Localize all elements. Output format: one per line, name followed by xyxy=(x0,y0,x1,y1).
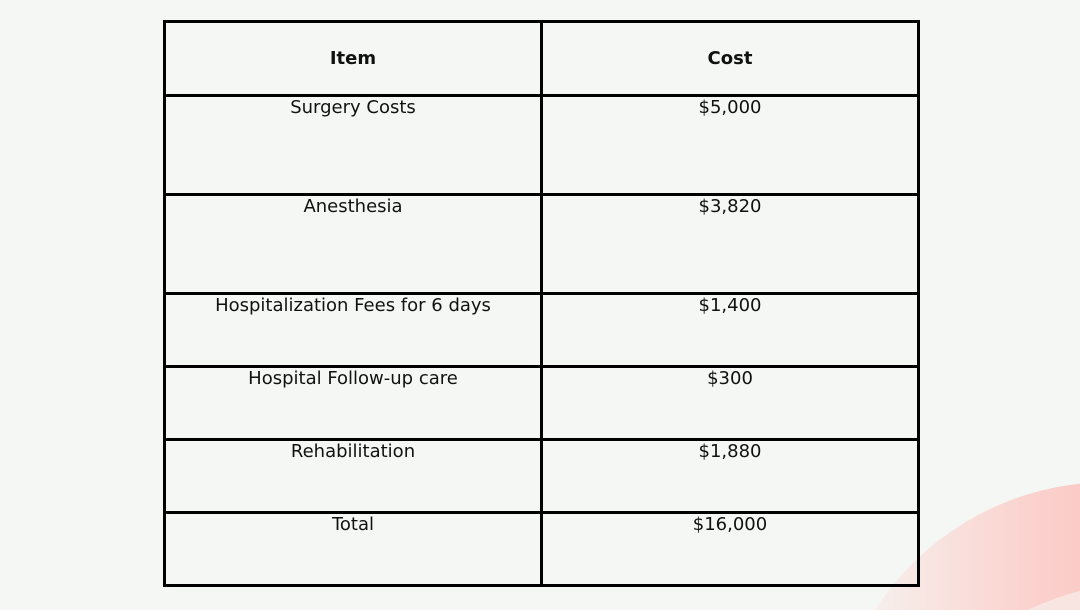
total-label-cell: Total xyxy=(165,513,542,586)
item-cell: Hospital Follow-up care xyxy=(165,367,542,440)
cost-cell: $5,000 xyxy=(542,96,919,195)
cost-cell: $3,820 xyxy=(542,195,919,294)
item-cell: Surgery Costs xyxy=(165,96,542,195)
table-row xyxy=(165,294,919,367)
item-cell: Hospitalization Fees for 6 days xyxy=(165,294,542,367)
table-row xyxy=(165,96,919,195)
table-header-row xyxy=(165,22,919,96)
cost-table xyxy=(163,20,920,587)
cost-cell: $1,880 xyxy=(542,440,919,513)
total-cost-cell: $16,000 xyxy=(542,513,919,586)
item-cell: Rehabilitation xyxy=(165,440,542,513)
table-row xyxy=(165,367,919,440)
total-row xyxy=(165,513,919,586)
cost-cell: $300 xyxy=(542,367,919,440)
table-row xyxy=(165,195,919,294)
cost-cell: $1,400 xyxy=(542,294,919,367)
header-cost: Cost xyxy=(542,22,919,96)
table-row xyxy=(165,440,919,513)
item-cell: Anesthesia xyxy=(165,195,542,294)
header-item: Item xyxy=(165,22,542,96)
